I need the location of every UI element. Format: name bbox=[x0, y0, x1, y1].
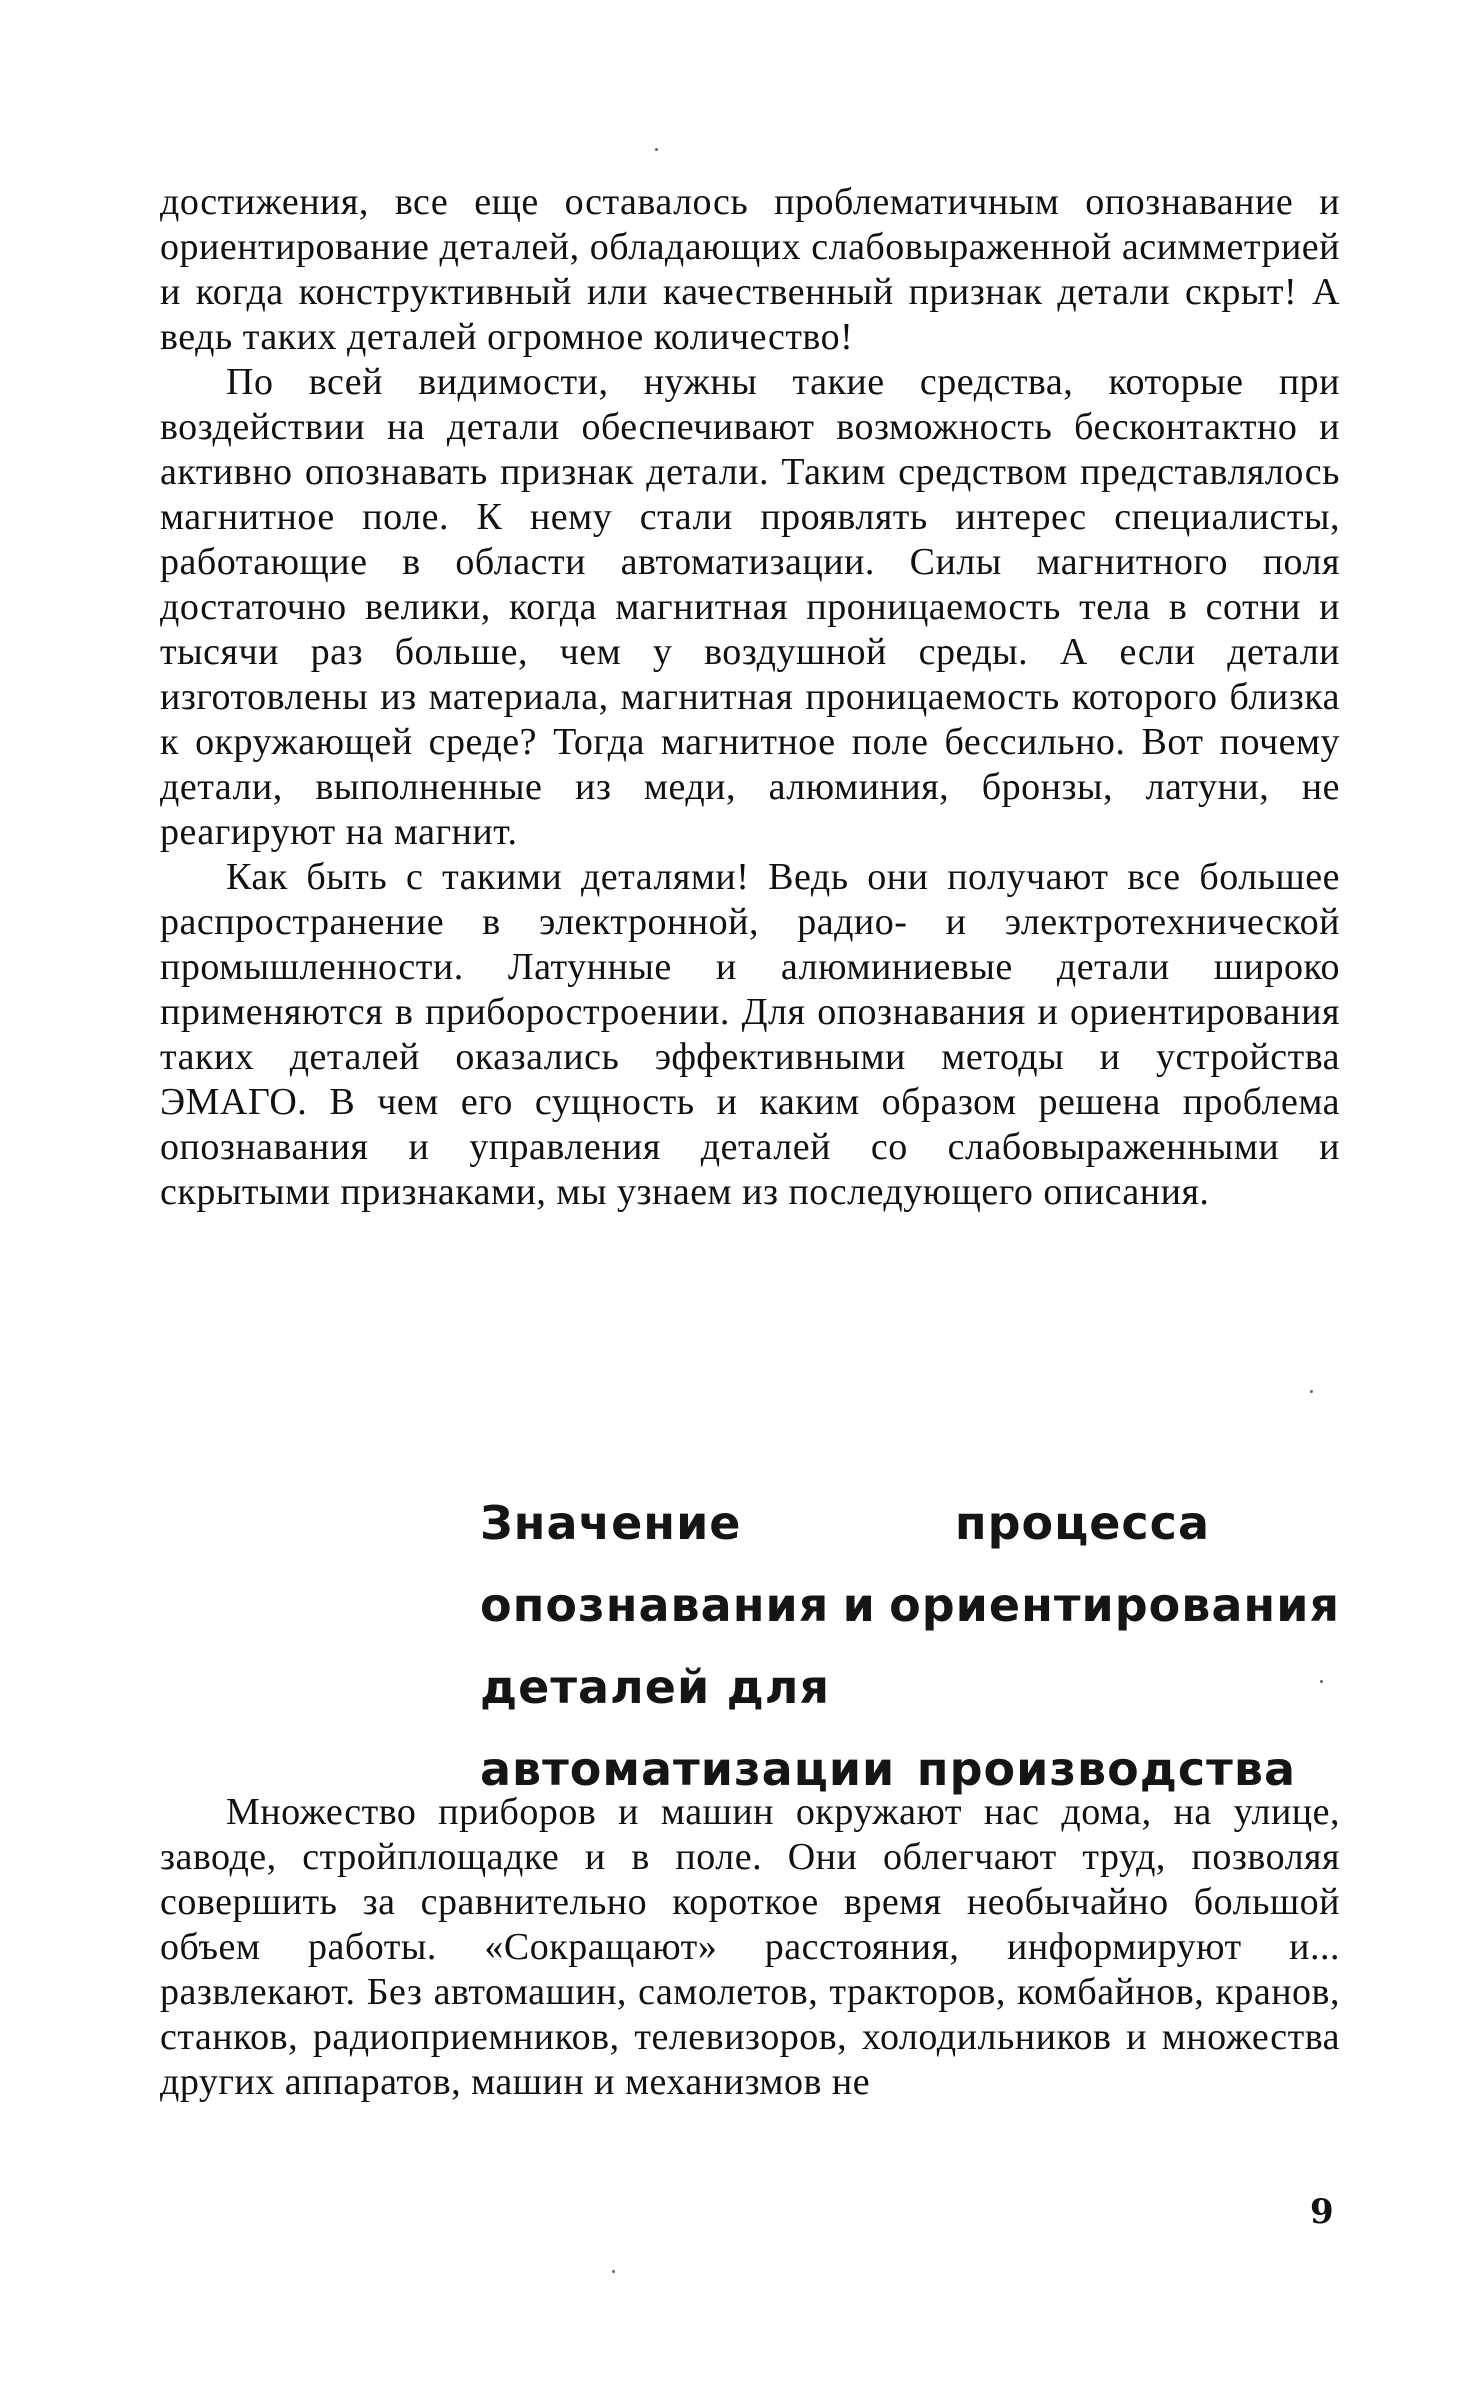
section-heading bbox=[480, 1482, 1350, 1810]
paragraph: Как быть с такими деталями! Ведь они получают все большее распространение в электронной, радио- и электротехнической промышленности. Латунные и алюминиевые детали широко применяются в приборостроении. Для опознавания и ориентирования таких деталей оказались эффективными методы и устройства ЭМАГО. В чем его сущность и каким образом решена проблема опознавания и управления деталей со слабовыраженными и скрытыми признаками, мы узнаем из последующего описания. bbox=[160, 856, 1340, 1213]
paragraph: По всей видимости, нужны такие средства, которые при воздействии на детали обеспечивают возможность бесконтактно и активно опознавать признак детали. Таким средством представлялось магнитное поле. К нему стали проявлять интерес специалисты, работающие в области автоматизации. Силы магнитного поля достаточно велики, когда магнитная проницаемость тела в сотни и тысячи раз больше, чем у воздушной среды. А если детали изготовлены из материала, магнитная проницаемость которого близка к окружающей среде? Тогда магнитное поле бессильно. Вот почему детали, выполненные из меди, алюминия, бронзы, латуни, не реагируют на магнит. bbox=[160, 361, 1340, 853]
paragraph-continuation: достижения, все еще оставалось проблематичным опознавание и ориентирование деталей, обладающих слабовыраженной асимметрией и когда конструктивный или качественный признак детали скрыт! А ведь таких деталей огромное количество! bbox=[160, 181, 1340, 358]
heading-word: процесса bbox=[954, 1496, 1210, 1550]
body-text-top bbox=[160, 180, 1340, 1215]
heading-word: автоматизации bbox=[480, 1742, 896, 1796]
print-speck bbox=[612, 2270, 615, 2273]
print-speck bbox=[655, 148, 658, 151]
heading-word: деталей bbox=[480, 1660, 711, 1714]
heading-word: ориентирования bbox=[889, 1578, 1340, 1632]
print-speck bbox=[1320, 1680, 1323, 1683]
paragraph: Множество приборов и машин окружают нас дома, на улице, заводе, стройплощадке и в поле. Они облегчают труд, позволяя совершить за сравнительно короткое время необычайно большой объем работы. «Сокращают» расстояния, информируют и... развлекают. Без автомашин, самолетов, тракторов, комбайнов, кранов, станков, радиоприемников, телевизоров, холодильников и множества других аппаратов, машин и механизмов не bbox=[160, 1791, 1340, 2103]
heading-word: Значение bbox=[480, 1496, 742, 1550]
body-text-bottom bbox=[160, 1790, 1340, 2105]
heading-word: и bbox=[842, 1578, 876, 1632]
print-speck bbox=[1310, 1390, 1313, 1393]
heading-word: производства bbox=[916, 1742, 1296, 1796]
heading-line-1 bbox=[480, 1482, 1210, 1564]
page-number: 9 bbox=[1310, 2192, 1334, 2232]
heading-word: опознавания bbox=[480, 1578, 830, 1632]
heading-word: для bbox=[726, 1660, 830, 1714]
heading-line-2 bbox=[480, 1564, 1340, 1646]
heading-line-3 bbox=[480, 1646, 830, 1728]
